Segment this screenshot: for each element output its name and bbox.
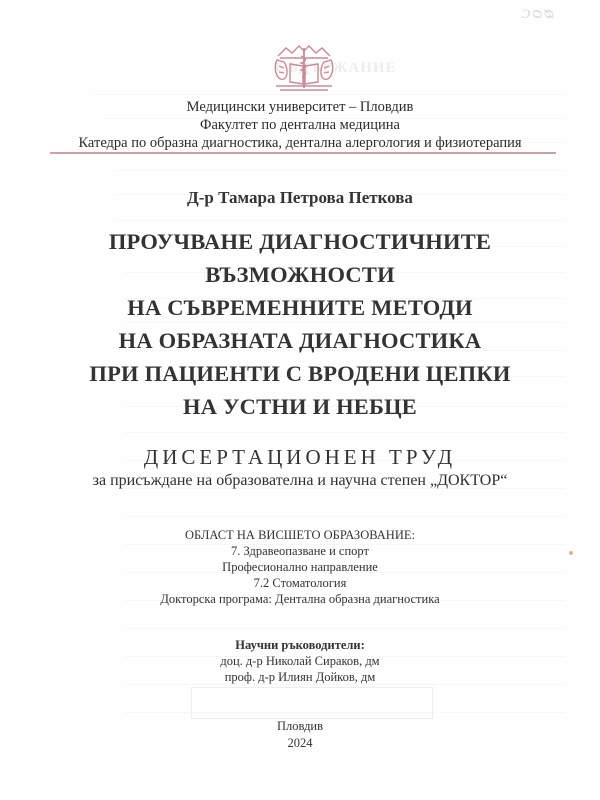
dissertation-subtitle: за присъждане на образователна и научна степен „ДОКТОР“ xyxy=(92,472,508,489)
title-line-2: ВЪЗМОЖНОСТИ xyxy=(205,262,395,287)
title-line-5: ПРИ ПАЦИЕНТИ С ВРОДЕНИ ЦЕПКИ xyxy=(89,361,511,386)
city: Пловдив xyxy=(276,719,324,733)
title-line-1: ПРОУЧВАНЕ ДИАГНОСТИЧНИТЕ xyxy=(108,229,492,254)
year: 2024 xyxy=(287,736,313,750)
paper-speck xyxy=(569,551,573,555)
university-crest-icon xyxy=(272,42,336,94)
field-direction-label: Професионално направление xyxy=(222,560,378,574)
dissertation-heading: ДИСЕРТАЦИОНЕН ТРУД xyxy=(143,445,457,469)
field-direction: 7.2 Стоматология xyxy=(253,576,347,590)
handwritten-page-mark: ᴐᴑᴓ xyxy=(522,2,557,22)
title-line-4: НА ОБРАЗНАТА ДИАГНОСТИКА xyxy=(118,328,482,353)
field-heading: ОБЛАСТ НА ВИСШЕТО ОБРАЗОВАНИЕ: xyxy=(185,528,415,542)
faculty-name: Факултет по дентална медицина xyxy=(200,117,400,133)
show-through-heading: СЪДЪРЖАНИЕ xyxy=(275,60,397,76)
supervisor-1: доц. д-р Николай Сираков, дм xyxy=(220,654,380,668)
author-name: Д-р Тамара Петрова Петкова xyxy=(187,188,413,207)
title-line-3: НА СЪВРЕМЕННИТЕ МЕТОДИ xyxy=(127,295,473,320)
title-line-6: НА УСТНИ И НЕБЦЕ xyxy=(183,394,417,419)
university-name: Медицински университет – Пловдив xyxy=(186,99,414,115)
header-divider xyxy=(50,152,556,154)
field-program: Докторска програма: Дентална образна диагностика xyxy=(160,592,440,606)
supervisors-label: Научни ръководители: xyxy=(235,638,365,652)
department-name: Катедра по образна диагностика, дентална алергология и физиотерапия xyxy=(78,135,522,151)
supervisor-2: проф. д-р Илиян Дойков, дм xyxy=(224,670,376,684)
field-area: 7. Здравеопазване и спорт xyxy=(231,544,369,558)
library-stamp xyxy=(191,687,433,719)
